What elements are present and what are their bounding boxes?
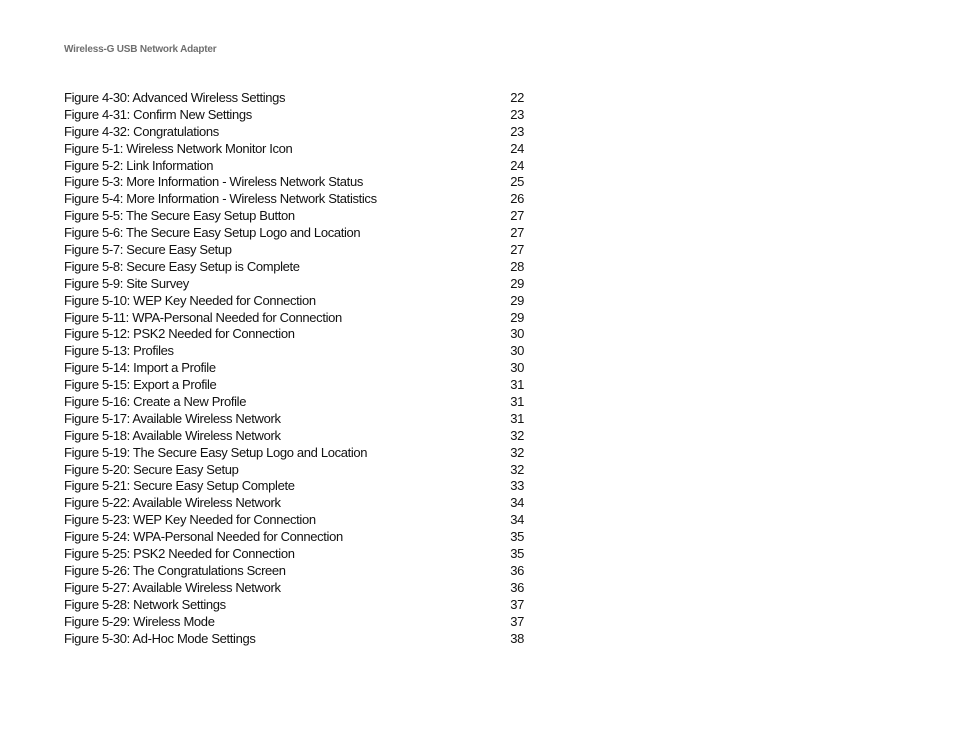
toc-entry[interactable]	[64, 259, 524, 276]
toc-entry[interactable]	[64, 580, 524, 597]
toc-entry-page: 29	[510, 292, 524, 308]
toc-entry-page: 32	[510, 427, 524, 443]
toc-entry[interactable]	[64, 614, 524, 631]
toc-entry-title: Figure 5-4: More Information - Wireless Network Statistics	[64, 191, 377, 207]
toc-entry-page: 33	[510, 478, 524, 494]
toc-entry-page: 24	[510, 140, 524, 156]
toc-entry-title: Figure 5-25: PSK2 Needed for Connection	[64, 546, 295, 562]
toc-entry-title: Figure 4-30: Advanced Wireless Settings	[64, 90, 286, 105]
toc-entry[interactable]	[64, 512, 524, 529]
toc-entry-page: 30	[510, 343, 524, 359]
toc-entry[interactable]	[64, 377, 524, 394]
toc-entry-title: Figure 5-11: WPA-Personal Needed for Connection	[64, 309, 342, 325]
toc-entry-page: 24	[510, 157, 524, 173]
toc-entry-page: 35	[510, 546, 524, 562]
toc-entry[interactable]	[64, 90, 524, 107]
toc-entry-title: Figure 5-19: The Secure Easy Setup Logo and Location	[64, 444, 368, 460]
toc-entry-page: 31	[510, 394, 524, 410]
toc-entry[interactable]	[64, 546, 524, 563]
toc-entry-page: 23	[510, 123, 524, 139]
toc-entry[interactable]	[64, 242, 524, 259]
toc-entry-title: Figure 5-10: WEP Key Needed for Connection	[64, 292, 316, 308]
toc-entry[interactable]	[64, 445, 524, 462]
toc-entry[interactable]	[64, 310, 524, 327]
toc-entry-title: Figure 5-6: The Secure Easy Setup Logo and Location	[64, 225, 361, 241]
toc-entry[interactable]	[64, 495, 524, 512]
toc-entry-page: 38	[510, 630, 524, 646]
toc-entry[interactable]	[64, 225, 524, 242]
toc-entry-title: Figure 4-31: Confirm New Settings	[64, 106, 252, 122]
toc-entry-page: 29	[510, 275, 524, 291]
toc-entry[interactable]	[64, 208, 524, 225]
toc-entry[interactable]	[64, 411, 524, 428]
toc-entry-title: Figure 5-9: Site Survey	[64, 275, 189, 291]
toc-entry-page: 23	[510, 106, 524, 122]
toc-entry-page: 34	[510, 512, 524, 528]
toc-entry[interactable]	[64, 563, 524, 580]
toc-entry-page: 32	[510, 461, 524, 477]
toc-entry-page: 34	[510, 495, 524, 511]
toc-entry[interactable]	[64, 529, 524, 546]
toc-entry[interactable]	[64, 276, 524, 293]
toc-entry[interactable]	[64, 394, 524, 411]
toc-entry[interactable]	[64, 141, 524, 158]
toc-entry-page: 32	[510, 444, 524, 460]
toc-entry-page: 28	[510, 258, 524, 274]
toc-entry[interactable]	[64, 360, 524, 377]
toc-entry-title: Figure 5-8: Secure Easy Setup is Complete	[64, 258, 300, 274]
toc-entry[interactable]	[64, 478, 524, 495]
toc-entry-page: 36	[510, 579, 524, 595]
toc-entry-page: 27	[510, 242, 524, 258]
toc-entry-title: Figure 5-17: Available Wireless Network	[64, 410, 281, 426]
toc-entry-title: Figure 5-22: Available Wireless Network	[64, 495, 281, 511]
toc-entry[interactable]	[64, 597, 524, 614]
toc-entry-page: 27	[510, 225, 524, 241]
toc-entry-title: Figure 5-15: Export a Profile	[64, 377, 217, 393]
toc-entry[interactable]	[64, 124, 524, 141]
toc-entry-title: Figure 5-12: PSK2 Needed for Connection	[64, 326, 295, 342]
toc-entry-page: 37	[510, 613, 524, 629]
toc-entry-page: 31	[510, 410, 524, 426]
toc-entry-title: Figure 5-23: WEP Key Needed for Connection	[64, 512, 316, 528]
toc-entry[interactable]	[64, 293, 524, 310]
toc-entry-page: 30	[510, 326, 524, 342]
running-header: Wireless-G USB Network Adapter	[64, 44, 217, 55]
toc-entry-title: Figure 5-30: Ad-Hoc Mode Settings	[64, 630, 256, 646]
list-of-figures	[64, 90, 524, 647]
toc-entry-title: Figure 5-21: Secure Easy Setup Complete	[64, 478, 295, 494]
toc-entry-title: Figure 5-13: Profiles	[64, 343, 174, 359]
toc-entry-title: Figure 5-18: Available Wireless Network	[64, 427, 281, 443]
toc-entry-title: Figure 5-2: Link Information	[64, 157, 214, 173]
toc-entry-page: 22	[510, 90, 524, 105]
toc-entry-title: Figure 5-5: The Secure Easy Setup Button	[64, 208, 295, 224]
toc-entry-page: 26	[510, 191, 524, 207]
toc-entry-title: Figure 5-16: Create a New Profile	[64, 394, 247, 410]
toc-entry-page: 35	[510, 529, 524, 545]
toc-entry-title: Figure 4-32: Congratulations	[64, 123, 219, 139]
toc-entry[interactable]	[64, 428, 524, 445]
toc-entry-title: Figure 5-1: Wireless Network Monitor Icon	[64, 140, 293, 156]
toc-entry-page: 30	[510, 360, 524, 376]
toc-entry[interactable]	[64, 191, 524, 208]
toc-entry-title: Figure 5-29: Wireless Mode	[64, 613, 215, 629]
toc-entry[interactable]	[64, 326, 524, 343]
toc-entry-title: Figure 5-7: Secure Easy Setup	[64, 242, 232, 258]
toc-entry[interactable]	[64, 107, 524, 124]
toc-entry-title: Figure 5-27: Available Wireless Network	[64, 579, 281, 595]
toc-entry-title: Figure 5-3: More Information - Wireless Network Status	[64, 174, 363, 190]
toc-entry[interactable]	[64, 158, 524, 175]
toc-entry-page: 27	[510, 208, 524, 224]
toc-entry-title: Figure 5-28: Network Settings	[64, 596, 226, 612]
toc-entry-page: 31	[510, 377, 524, 393]
toc-entry[interactable]	[64, 343, 524, 360]
toc-entry[interactable]	[64, 174, 524, 191]
toc-entry-page: 29	[510, 309, 524, 325]
toc-entry-page: 37	[510, 596, 524, 612]
toc-entry-title: Figure 5-26: The Congratulations Screen	[64, 562, 286, 578]
toc-entry-page: 36	[510, 562, 524, 578]
toc-entry-title: Figure 5-14: Import a Profile	[64, 360, 216, 376]
toc-entry[interactable]	[64, 462, 524, 479]
toc-entry-page: 25	[510, 174, 524, 190]
toc-entry[interactable]	[64, 631, 524, 648]
toc-entry-title: Figure 5-20: Secure Easy Setup	[64, 461, 239, 477]
toc-entry-title: Figure 5-24: WPA-Personal Needed for Connection	[64, 529, 343, 545]
